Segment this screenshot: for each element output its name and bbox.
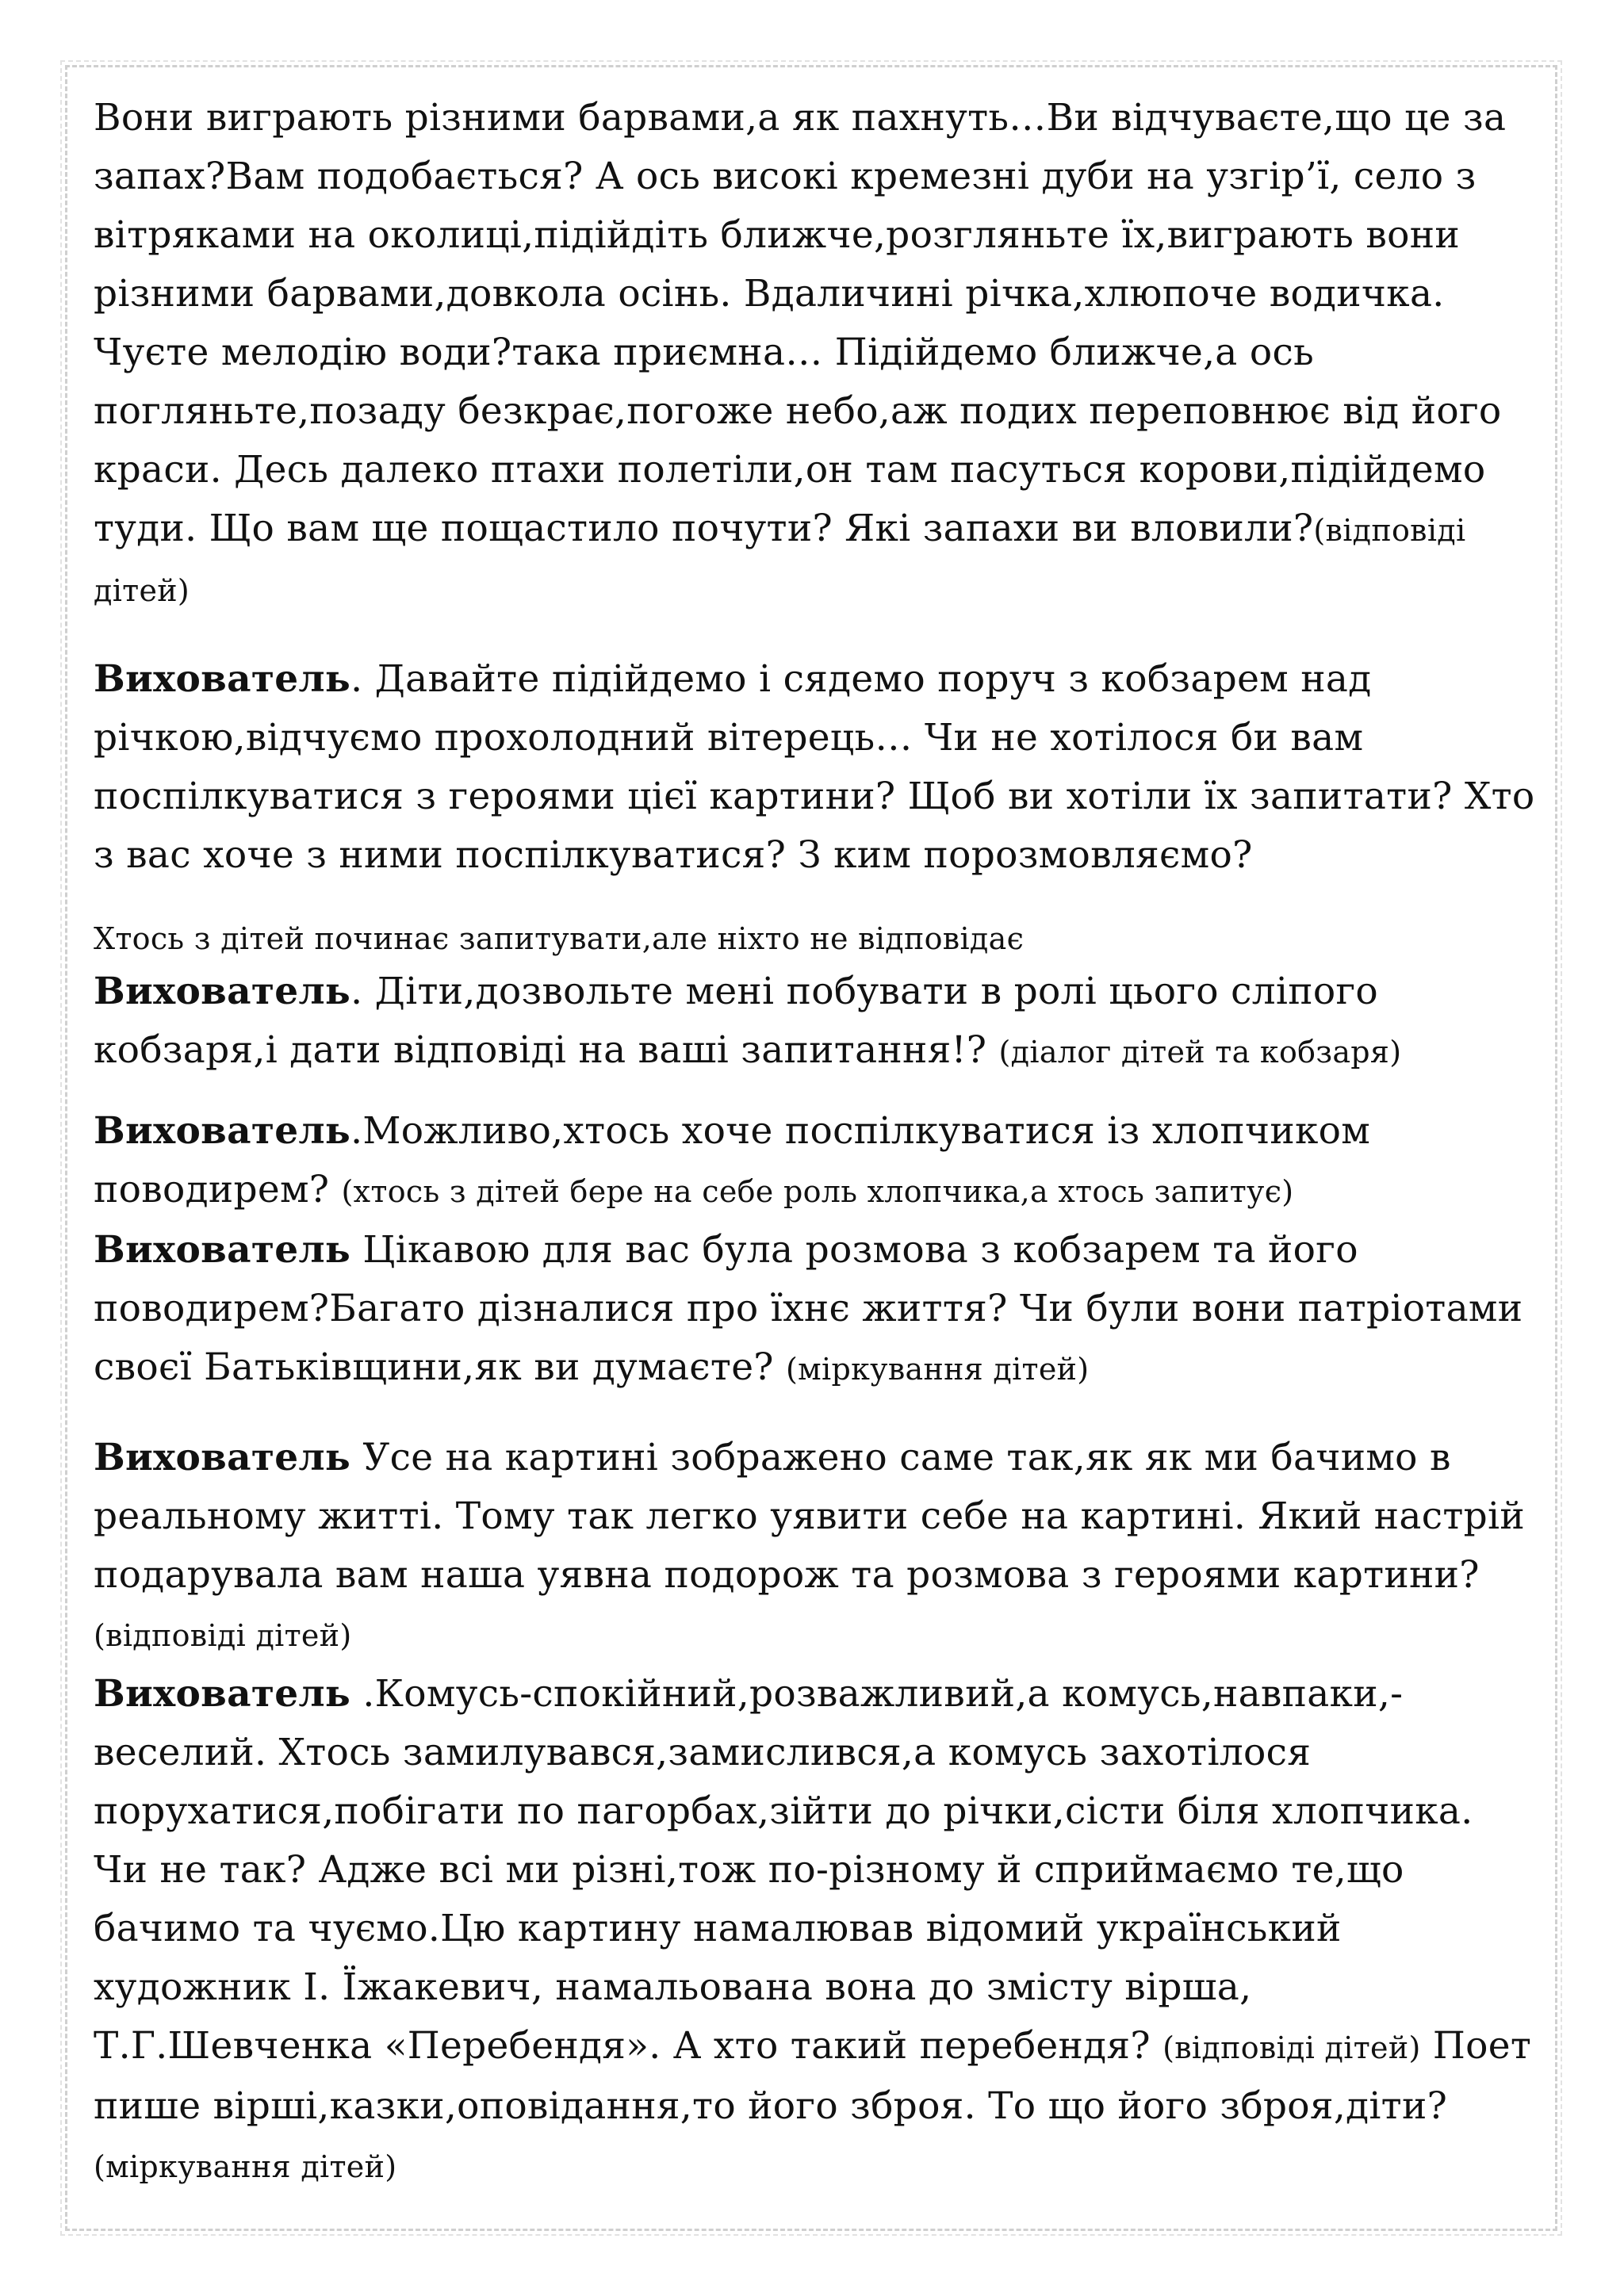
speaker-label: Вихователь [94, 1228, 351, 1272]
paragraph-invite [94, 650, 1537, 885]
paragraph-text: .Комусь-спокійний,розважливий,а комусь,навпаки,-веселий. Хтось замилувався,замислився,а комусь захотілося порухатися,побігати по пагорбах,зійти до річки,сісти біля хлопчика. Чи не так? Адже всі ми різні,тож по-різному й сприймаємо те,що бачимо та чуємо.Цю картину намалював відомий український художник І. Їжакевич, намальована вона до змісту вірша, Т.Г.Шевченка «Перебендя». А хто такий перебендя? [94, 1672, 1473, 2068]
spacer [94, 1399, 1537, 1429]
speaker-label: Вихователь [94, 1109, 351, 1153]
paragraph-conversation [94, 1221, 1537, 1399]
paragraph-text: . Давайте підійдемо і сядемо поруч з кобзарем над річкою,відчуємо прохолодний вітерець… Чи не хотілося би вам поспілкуватися з героями цієї картини? Щоб ви хотіли їх запитати? Хто з вас хоче з ними поспілкуватися? З ким порозмовляємо? [94, 657, 1535, 877]
paragraph-note: (хтось з дітей бере на себе роль хлопчика,а хтось запитує) [341, 1174, 1294, 1209]
spacer [94, 885, 1537, 915]
paragraph-note: (відповіді дітей) [94, 1618, 352, 1653]
paragraph-text: Цікавою для вас була розмова з кобзарем та його поводирем?Багато дізналися про їхнє життя? Чи були вони патріотами своєї Батьківщини,як ви думаєте? [94, 1228, 1523, 1389]
paragraph-kobzar-role [94, 962, 1537, 1081]
paragraph-note: (діалог дітей та кобзаря) [998, 1035, 1402, 1070]
paragraph-text: .Можливо,хтось хоче поспілкуватися із хлопчиком поводирем? [94, 1109, 1371, 1211]
paragraph-text-after: Поет пише вірші,казки,оповідання,то його зброя. То що його зброя,діти? [94, 2024, 1532, 2128]
paragraph-mood [94, 1429, 1537, 1665]
paragraph-text: . Діти,дозвольте мені побувати в ролі цього сліпого кобзаря,і дати відповіді на ваші запитання!? [94, 970, 1378, 1072]
paragraph-text: Вони виграють різними барвами,а як пахнуть…Ви відчуваєте,що це за запах?Вам подобається? А ось високі кремезні дуби на узгір’ї, село з вітряками на околиці,підійдіть ближче,розгляньте їх,виграють вони різними барвами,довкола осінь. Вдаличині річка,хлюпоче водичка. Чуєте мелодію води?така приємна… Підійдемо ближче,а ось погляньте,позаду безкрає,погоже небо,аж подих переповнює від його краси. Десь далеко птахи полетіли,он там пасуться корови,підійдемо туди. Що вам ще пощастило почути? Які запахи ви вловили? [94, 96, 1507, 550]
document-body [94, 89, 1537, 2196]
speaker-label: Вихователь [94, 970, 351, 1013]
stage-note: Хтось з дітей починає запитувати,але ніхто не відповідає [94, 921, 1025, 956]
paragraph-note-after: (міркування дітей) [94, 2149, 397, 2184]
speaker-label: Вихователь [94, 657, 351, 701]
paragraph-perebendia [94, 1665, 1537, 2196]
spacer [94, 620, 1537, 650]
paragraph-note: (відповіді дітей) [94, 513, 1466, 608]
speaker-label: Вихователь [94, 1672, 351, 1716]
paragraph-intro [94, 89, 1537, 620]
paragraph-note: (відповіді дітей) [1162, 2030, 1421, 2065]
spacer [94, 1081, 1537, 1102]
paragraph-guide-boy [94, 1102, 1537, 1221]
speaker-label: Вихователь [94, 1436, 351, 1479]
paragraph-note: (міркування дітей) [786, 1352, 1090, 1387]
paragraph-text: Усе на картині зображено саме так,як як ми бачимо в реальному житті. Тому так легко уявити себе на картині. Який настрій подарувала вам наша уявна подорож та розмова з героями картини? [94, 1436, 1525, 1597]
